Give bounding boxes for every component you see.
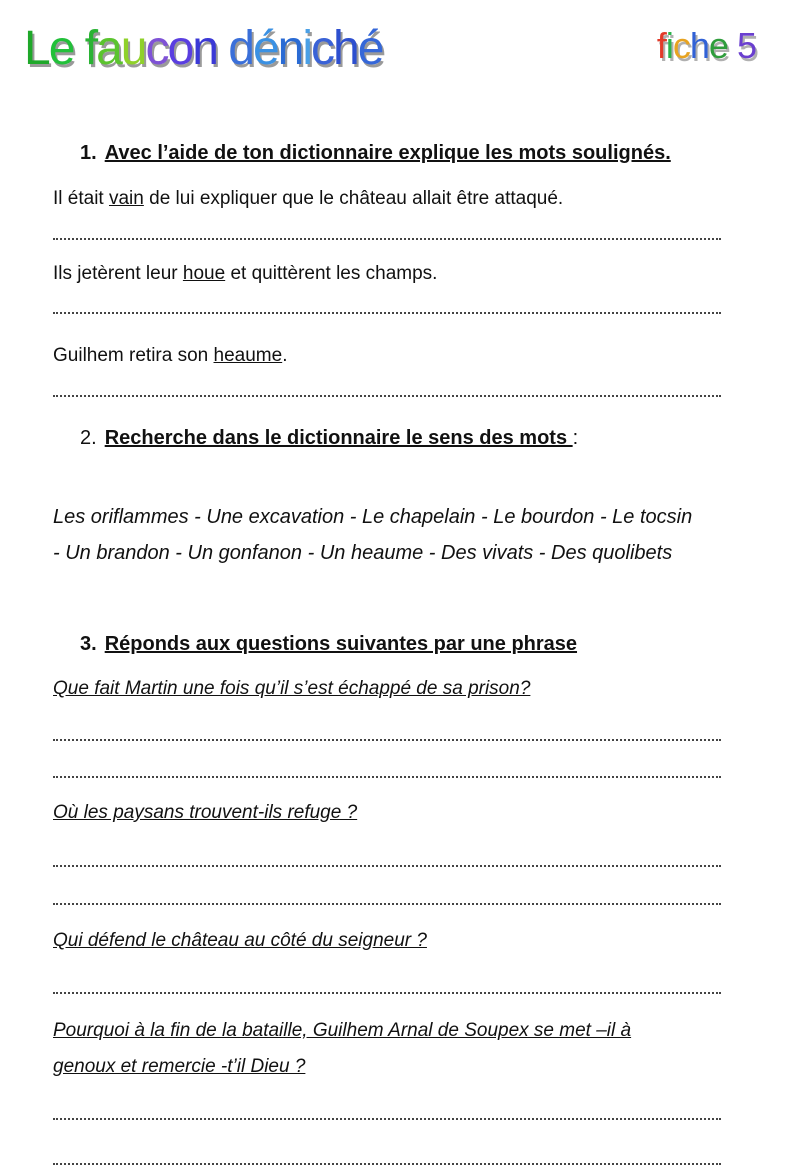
title-letter: h	[333, 22, 358, 75]
section-number: 2.	[80, 427, 97, 449]
answer-line[interactable]	[53, 739, 721, 741]
worksheet-number	[657, 24, 756, 68]
sentence-text: et quittèrent les champs.	[225, 263, 438, 284]
fiche-letter: 5	[736, 25, 756, 66]
question-4-line-1: Pourquoi à la fin de la bataille, Guilhem Arnal de Soupex se met –il à	[53, 1020, 632, 1041]
fiche-letter: c	[672, 25, 690, 66]
title-letter	[217, 22, 228, 75]
title-letter: n	[277, 22, 303, 75]
sentence-vain	[53, 188, 563, 210]
title-letter: f	[84, 22, 97, 75]
answer-line[interactable]	[53, 992, 721, 994]
title-letter: u	[120, 22, 146, 75]
answer-line[interactable]	[53, 312, 721, 314]
title-letter: é	[357, 22, 383, 75]
title-letter: c	[145, 22, 168, 75]
fiche-letter: h	[689, 25, 709, 66]
underlined-word: heaume	[213, 345, 283, 366]
vocabulary-words-line-2: - Un brandon - Un gonfanon - Un heaume - Des vivats - Des quolibets	[53, 542, 673, 564]
title-letter: é	[252, 22, 278, 75]
section-1-heading	[80, 142, 671, 165]
section-title: Recherche dans le dictionnaire le sens des mots	[104, 427, 573, 449]
question-3: Qui défend le château au côté du seigneur ?	[53, 930, 427, 951]
title-letter	[73, 22, 84, 75]
question-4-line-2: genoux et remercie -t’il Dieu ?	[53, 1056, 306, 1077]
section-number: 1.	[80, 142, 97, 164]
sentence-text: Ils jetèrent leur	[53, 263, 183, 284]
title-letter: i	[302, 22, 312, 75]
sentence-text: Il était	[53, 188, 109, 209]
underlined-word: vain	[108, 188, 144, 209]
answer-line[interactable]	[53, 238, 721, 240]
sentence-houe	[53, 263, 437, 285]
title-letter: n	[192, 22, 217, 75]
answer-line[interactable]	[53, 395, 721, 397]
question-2: Où les paysans trouvent-ils refuge ?	[53, 802, 358, 823]
underlined-word: houe	[182, 263, 226, 284]
title-letter: o	[167, 22, 193, 75]
section-3-heading	[80, 633, 577, 656]
answer-line[interactable]	[53, 1118, 721, 1120]
section-number: 3.	[80, 633, 97, 655]
fiche-letter: f	[656, 25, 666, 66]
title-letter: e	[48, 22, 74, 75]
sentence-text: de lui expliquer que le château allait être attaqué.	[143, 188, 564, 209]
answer-line[interactable]	[53, 903, 721, 905]
answer-line[interactable]	[53, 776, 721, 778]
section-title-suffix: :	[572, 427, 579, 449]
section-title: Avec l’aide de ton dictionnaire explique les mots soulignés.	[104, 142, 671, 164]
answer-line[interactable]	[53, 865, 721, 867]
worksheet-title	[24, 20, 382, 78]
title-letter: a	[96, 22, 121, 75]
fiche-letter	[728, 25, 737, 66]
fiche-letter: e	[708, 25, 728, 66]
question-1: Que fait Martin une fois qu’il s’est échappé de sa prison?	[53, 678, 531, 699]
title-letter: L	[24, 22, 49, 75]
fiche-letter: i	[665, 25, 673, 66]
sentence-heaume	[53, 345, 287, 367]
title-letter: c	[311, 22, 334, 75]
sentence-text: Guilhem retira son	[53, 345, 214, 366]
section-2-heading	[80, 427, 578, 450]
answer-line[interactable]	[53, 1163, 721, 1165]
vocabulary-words-line-1: Les oriflammes - Une excavation - Le chapelain - Le bourdon - Le tocsin	[53, 506, 693, 528]
section-title: Réponds aux questions suivantes par une phrase	[104, 633, 578, 655]
title-letter: d	[228, 22, 253, 75]
sentence-text: .	[282, 345, 288, 366]
